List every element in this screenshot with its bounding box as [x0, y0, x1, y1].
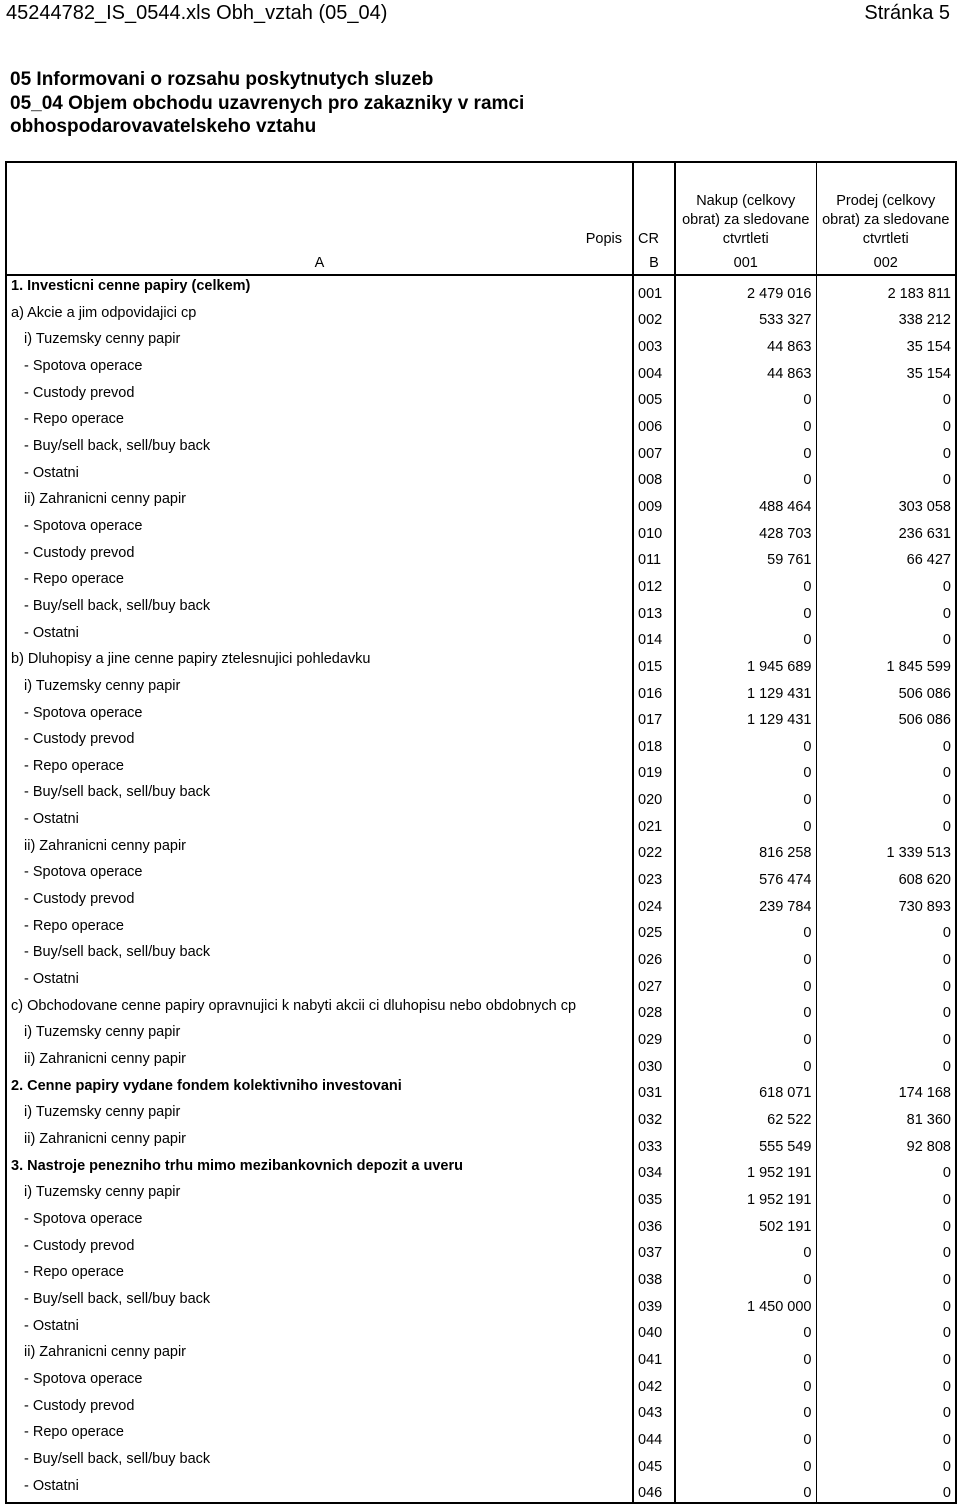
row-description: - Buy/sell back, sell/buy back — [24, 597, 211, 614]
row-prodej-value: 0 — [816, 1022, 956, 1049]
row-prodej-value: 0 — [816, 916, 956, 943]
row-description: - Spotova operace — [24, 517, 143, 534]
row-prodej-value: 0 — [816, 782, 956, 809]
row-code: 046 — [633, 1476, 675, 1504]
row-prodej-value: 35 154 — [816, 329, 956, 356]
row-prodej-value: 0 — [816, 1369, 956, 1396]
row-prodej-value: 1 845 599 — [816, 649, 956, 676]
row-prodej-value: 0 — [816, 1156, 956, 1183]
row-nakup-value: 0 — [675, 756, 816, 783]
row-prodej-value: 2 183 811 — [816, 275, 956, 303]
row-code: 009 — [633, 489, 675, 516]
row-code: 036 — [633, 1209, 675, 1236]
table-row — [6, 996, 956, 1023]
row-nakup-value: 0 — [675, 1476, 816, 1504]
row-prodej-value: 0 — [816, 569, 956, 596]
row-prodej-value: 0 — [816, 1422, 956, 1449]
row-prodej-value: 66 427 — [816, 543, 956, 570]
row-code: 012 — [633, 569, 675, 596]
row-code: 010 — [633, 516, 675, 543]
table-row — [6, 436, 956, 463]
row-prodej-value: 0 — [816, 756, 956, 783]
row-nakup-value: 0 — [675, 996, 816, 1023]
table-row — [6, 1156, 956, 1183]
row-nakup-value: 44 863 — [675, 329, 816, 356]
row-prodej-value: 338 212 — [816, 303, 956, 330]
row-code: 042 — [633, 1369, 675, 1396]
column-letter: B — [633, 252, 675, 275]
table-row — [6, 409, 956, 436]
row-description: - Buy/sell back, sell/buy back — [24, 1450, 211, 1467]
table-row — [6, 942, 956, 969]
page-header — [6, 2, 950, 28]
row-prodej-value: 608 620 — [816, 862, 956, 889]
row-nakup-value: 0 — [675, 1449, 816, 1476]
row-nakup-value: 0 — [675, 1262, 816, 1289]
row-description: 2. Cenne papiry vydane fondem kolektivniho investovani — [11, 1077, 402, 1094]
table-row — [6, 489, 956, 516]
row-prodej-value: 0 — [816, 942, 956, 969]
row-description: - Ostatni — [24, 811, 79, 828]
column-header-line: ctvrtleti — [722, 231, 769, 247]
table-row — [6, 1236, 956, 1263]
row-nakup-value: 0 — [675, 809, 816, 836]
table-row — [6, 1102, 956, 1129]
row-description: - Repo operace — [24, 1424, 124, 1441]
row-code: 002 — [633, 303, 675, 330]
row-code: 017 — [633, 703, 675, 730]
row-prodej-value: 0 — [816, 1449, 956, 1476]
report-body — [6, 275, 956, 1503]
table-row — [6, 569, 956, 596]
table-row — [6, 1209, 956, 1236]
row-nakup-value: 1 952 191 — [675, 1156, 816, 1183]
row-nakup-value: 428 703 — [675, 516, 816, 543]
row-nakup-value: 0 — [675, 623, 816, 650]
row-prodej-value: 174 168 — [816, 1076, 956, 1103]
row-nakup-value: 0 — [675, 569, 816, 596]
row-prodej-value: 236 631 — [816, 516, 956, 543]
table-row — [6, 1396, 956, 1423]
row-description: i) Tuzemsky cenny papir — [24, 1104, 181, 1121]
row-prodej-value: 730 893 — [816, 889, 956, 916]
row-code: 027 — [633, 969, 675, 996]
row-nakup-value: 59 761 — [675, 543, 816, 570]
row-nakup-value: 0 — [675, 463, 816, 490]
table-row — [6, 1289, 956, 1316]
column-header-line: Nakup (celkovy — [696, 193, 796, 209]
row-description: - Custody prevod — [24, 1237, 135, 1254]
row-prodej-value: 35 154 — [816, 356, 956, 383]
row-description: - Repo operace — [24, 1264, 124, 1281]
row-code: 030 — [633, 1049, 675, 1076]
row-code: 004 — [633, 356, 675, 383]
row-code: 037 — [633, 1236, 675, 1263]
row-prodej-value: 0 — [816, 729, 956, 756]
row-code: 038 — [633, 1262, 675, 1289]
table-row — [6, 1182, 956, 1209]
row-code: 014 — [633, 623, 675, 650]
row-description: - Custody prevod — [24, 1397, 135, 1414]
row-description: ii) Zahranicni cenny papir — [24, 491, 186, 508]
column-header-line: ctvrtleti — [862, 231, 909, 247]
row-prodej-value: 0 — [816, 436, 956, 463]
table-row — [6, 329, 956, 356]
row-description: c) Obchodovane cenne papiry opravnujici k nabyti akcii ci dluhopisu nebo obdobnych cp — [11, 997, 577, 1014]
row-code: 013 — [633, 596, 675, 623]
row-nakup-value: 0 — [675, 596, 816, 623]
column-header-cr: CR — [633, 162, 675, 252]
row-nakup-value: 0 — [675, 916, 816, 943]
row-description: - Ostatni — [24, 971, 79, 988]
row-nakup-value: 488 464 — [675, 489, 816, 516]
row-nakup-value: 555 549 — [675, 1129, 816, 1156]
row-description: - Repo operace — [24, 917, 124, 934]
row-nakup-value: 0 — [675, 1316, 816, 1343]
row-code: 041 — [633, 1342, 675, 1369]
row-description: - Ostatni — [24, 464, 79, 481]
row-code: 019 — [633, 756, 675, 783]
row-prodej-value: 1 339 513 — [816, 836, 956, 863]
table-row — [6, 916, 956, 943]
row-nakup-value: 1 129 431 — [675, 676, 816, 703]
table-row — [6, 729, 956, 756]
row-prodej-value: 0 — [816, 1049, 956, 1076]
row-nakup-value: 502 191 — [675, 1209, 816, 1236]
table-row — [6, 836, 956, 863]
table-row — [6, 969, 956, 996]
row-prodej-value: 506 086 — [816, 703, 956, 730]
table-row — [6, 623, 956, 650]
table-row — [6, 703, 956, 730]
row-nakup-value: 1 952 191 — [675, 1182, 816, 1209]
column-header-prodej — [816, 162, 956, 252]
row-description: 1. Investicni cenne papiry (celkem) — [6, 275, 633, 303]
row-code: 044 — [633, 1422, 675, 1449]
row-description: a) Akcie a jim odpovidajici cp — [11, 304, 197, 321]
row-code: 003 — [633, 329, 675, 356]
row-description: - Buy/sell back, sell/buy back — [24, 944, 211, 961]
row-nakup-value: 239 784 — [675, 889, 816, 916]
row-prodej-value: 0 — [816, 409, 956, 436]
row-prodej-value: 0 — [816, 1209, 956, 1236]
report-title — [10, 68, 710, 139]
column-letter: 002 — [816, 252, 956, 275]
row-code: 024 — [633, 889, 675, 916]
table-row — [6, 862, 956, 889]
table-row — [6, 1076, 956, 1103]
row-nakup-value: 0 — [675, 436, 816, 463]
column-header-popis: Popis — [585, 231, 622, 247]
row-description: - Buy/sell back, sell/buy back — [24, 437, 211, 454]
table-row — [6, 1262, 956, 1289]
row-description: - Custody prevod — [24, 544, 135, 561]
row-description: i) Tuzemsky cenny papir — [24, 1184, 181, 1201]
row-description: - Ostatni — [24, 624, 79, 641]
row-code: 023 — [633, 862, 675, 889]
column-letter: A — [314, 255, 325, 271]
row-nakup-value: 0 — [675, 383, 816, 410]
row-nakup-value: 816 258 — [675, 836, 816, 863]
report-title-line: obhospodarovavatelskeho vztahu — [10, 116, 317, 137]
row-prodej-value: 0 — [816, 996, 956, 1023]
row-description: b) Dluhopisy a jine cenne papiry ztelesnujici pohledavku — [11, 651, 371, 668]
row-prodej-value: 81 360 — [816, 1102, 956, 1129]
row-code: 005 — [633, 383, 675, 410]
row-nakup-value: 62 522 — [675, 1102, 816, 1129]
row-description: - Ostatni — [24, 1477, 79, 1494]
table-row — [6, 1129, 956, 1156]
table-row — [6, 1476, 956, 1504]
row-code: 011 — [633, 543, 675, 570]
table-row — [6, 1316, 956, 1343]
table-row — [6, 1422, 956, 1449]
column-header-line: Prodej (celkovy — [836, 193, 936, 209]
row-prodej-value: 0 — [816, 1289, 956, 1316]
table-row — [6, 782, 956, 809]
row-description: - Spotova operace — [24, 1370, 143, 1387]
row-code: 008 — [633, 463, 675, 490]
row-prodej-value: 0 — [816, 463, 956, 490]
row-description: ii) Zahranicni cenny papir — [24, 1344, 186, 1361]
row-code: 040 — [633, 1316, 675, 1343]
column-header-nakup — [675, 162, 816, 252]
row-code: 016 — [633, 676, 675, 703]
row-code: 033 — [633, 1129, 675, 1156]
row-code: 015 — [633, 649, 675, 676]
file-sheet-label: 45244782_IS_0544.xls Obh_vztah (05_04) — [6, 2, 388, 24]
row-nakup-value: 44 863 — [675, 356, 816, 383]
row-description: ii) Zahranicni cenny papir — [24, 837, 186, 854]
row-prodej-value: 0 — [816, 596, 956, 623]
row-nakup-value: 0 — [675, 1422, 816, 1449]
row-code: 022 — [633, 836, 675, 863]
row-description: - Custody prevod — [24, 891, 135, 908]
row-description: i) Tuzemsky cenny papir — [24, 677, 181, 694]
row-prodej-value: 0 — [816, 383, 956, 410]
row-description: - Spotova operace — [24, 704, 143, 721]
row-code: 039 — [633, 1289, 675, 1316]
row-nakup-value: 0 — [675, 942, 816, 969]
row-description: 3. Nastroje penezniho trhu mimo mezibankovnich depozit a uveru — [11, 1157, 463, 1174]
table-row — [6, 275, 956, 303]
row-prodej-value: 303 058 — [816, 489, 956, 516]
row-prodej-value: 0 — [816, 1396, 956, 1423]
table-row — [6, 809, 956, 836]
row-prodej-value: 0 — [816, 1342, 956, 1369]
row-nakup-value: 2 479 016 — [675, 275, 816, 303]
row-prodej-value: 0 — [816, 969, 956, 996]
row-code: 018 — [633, 729, 675, 756]
row-nakup-value: 1 129 431 — [675, 703, 816, 730]
table-row — [6, 463, 956, 490]
row-description: - Custody prevod — [24, 731, 135, 748]
report-table — [5, 161, 957, 1504]
row-code: 031 — [633, 1076, 675, 1103]
column-header-line: obrat) za sledovane — [682, 212, 810, 228]
row-code: 007 — [633, 436, 675, 463]
row-nakup-value: 1 945 689 — [675, 649, 816, 676]
row-description: - Spotova operace — [24, 1210, 143, 1227]
column-header-row — [6, 162, 956, 252]
table-row — [6, 649, 956, 676]
row-description: - Ostatni — [24, 1317, 79, 1334]
row-nakup-value: 576 474 — [675, 862, 816, 889]
row-prodej-value: 0 — [816, 1476, 956, 1504]
table-row — [6, 1449, 956, 1476]
row-nakup-value: 0 — [675, 1396, 816, 1423]
table-row — [6, 889, 956, 916]
row-nakup-value: 0 — [675, 1049, 816, 1076]
row-code: 029 — [633, 1022, 675, 1049]
row-nakup-value: 0 — [675, 409, 816, 436]
row-code: 020 — [633, 782, 675, 809]
row-description: ii) Zahranicni cenny papir — [24, 1131, 186, 1147]
row-nakup-value: 0 — [675, 1022, 816, 1049]
table-row — [6, 1369, 956, 1396]
table-row — [6, 756, 956, 783]
row-nakup-value: 0 — [675, 1342, 816, 1369]
row-description: - Custody prevod — [24, 384, 135, 401]
column-header-line: obrat) za sledovane — [822, 212, 950, 228]
row-description: i) Tuzemsky cenny papir — [24, 1024, 181, 1041]
row-description: - Repo operace — [24, 757, 124, 774]
page-number: Stránka 5 — [864, 2, 950, 24]
row-code: 028 — [633, 996, 675, 1023]
row-description: - Buy/sell back, sell/buy back — [24, 1290, 211, 1307]
row-code: 035 — [633, 1182, 675, 1209]
row-code: 026 — [633, 942, 675, 969]
column-letter-row — [6, 252, 956, 275]
row-prodej-value: 0 — [816, 1236, 956, 1263]
table-row — [6, 516, 956, 543]
report-title-line: 05_04 Objem obchodu uzavrenych pro zakazniky v ramci — [10, 92, 525, 114]
table-row — [6, 383, 956, 410]
row-prodej-value: 0 — [816, 623, 956, 650]
row-code: 001 — [633, 275, 675, 303]
table-row — [6, 596, 956, 623]
row-description: - Repo operace — [24, 571, 124, 588]
row-nakup-value: 533 327 — [675, 303, 816, 330]
row-code: 021 — [633, 809, 675, 836]
report-title-line: 05 Informovani o rozsahu poskytnutych sluzeb — [10, 69, 434, 90]
row-nakup-value: 0 — [675, 1369, 816, 1396]
row-code: 043 — [633, 1396, 675, 1423]
table-row — [6, 543, 956, 570]
row-nakup-value: 1 450 000 — [675, 1289, 816, 1316]
table-row — [6, 303, 956, 330]
table-row — [6, 676, 956, 703]
table-row — [6, 1049, 956, 1076]
row-code: 034 — [633, 1156, 675, 1183]
row-description: ii) Zahranicni cenny papir — [24, 1051, 186, 1068]
row-code: 025 — [633, 916, 675, 943]
row-prodej-value: 0 — [816, 1316, 956, 1343]
row-prodej-value: 0 — [816, 1182, 956, 1209]
row-description: - Spotova operace — [24, 864, 143, 881]
row-prodej-value: 506 086 — [816, 676, 956, 703]
row-nakup-value: 0 — [675, 969, 816, 996]
row-prodej-value: 92 808 — [816, 1129, 956, 1156]
column-letter: 001 — [675, 252, 816, 275]
table-row — [6, 356, 956, 383]
row-description: - Spotova operace — [24, 357, 143, 374]
row-nakup-value: 0 — [675, 782, 816, 809]
table-row — [6, 1342, 956, 1369]
row-code: 032 — [633, 1102, 675, 1129]
row-description: - Buy/sell back, sell/buy back — [24, 784, 211, 801]
table-row — [6, 1022, 956, 1049]
row-nakup-value: 0 — [675, 729, 816, 756]
row-code: 006 — [633, 409, 675, 436]
row-nakup-value: 0 — [675, 1236, 816, 1263]
row-description: - Repo operace — [24, 411, 124, 428]
row-description: i) Tuzemsky cenny papir — [24, 331, 181, 348]
row-nakup-value: 618 071 — [675, 1076, 816, 1103]
row-prodej-value: 0 — [816, 1262, 956, 1289]
row-code: 045 — [633, 1449, 675, 1476]
row-prodej-value: 0 — [816, 809, 956, 836]
